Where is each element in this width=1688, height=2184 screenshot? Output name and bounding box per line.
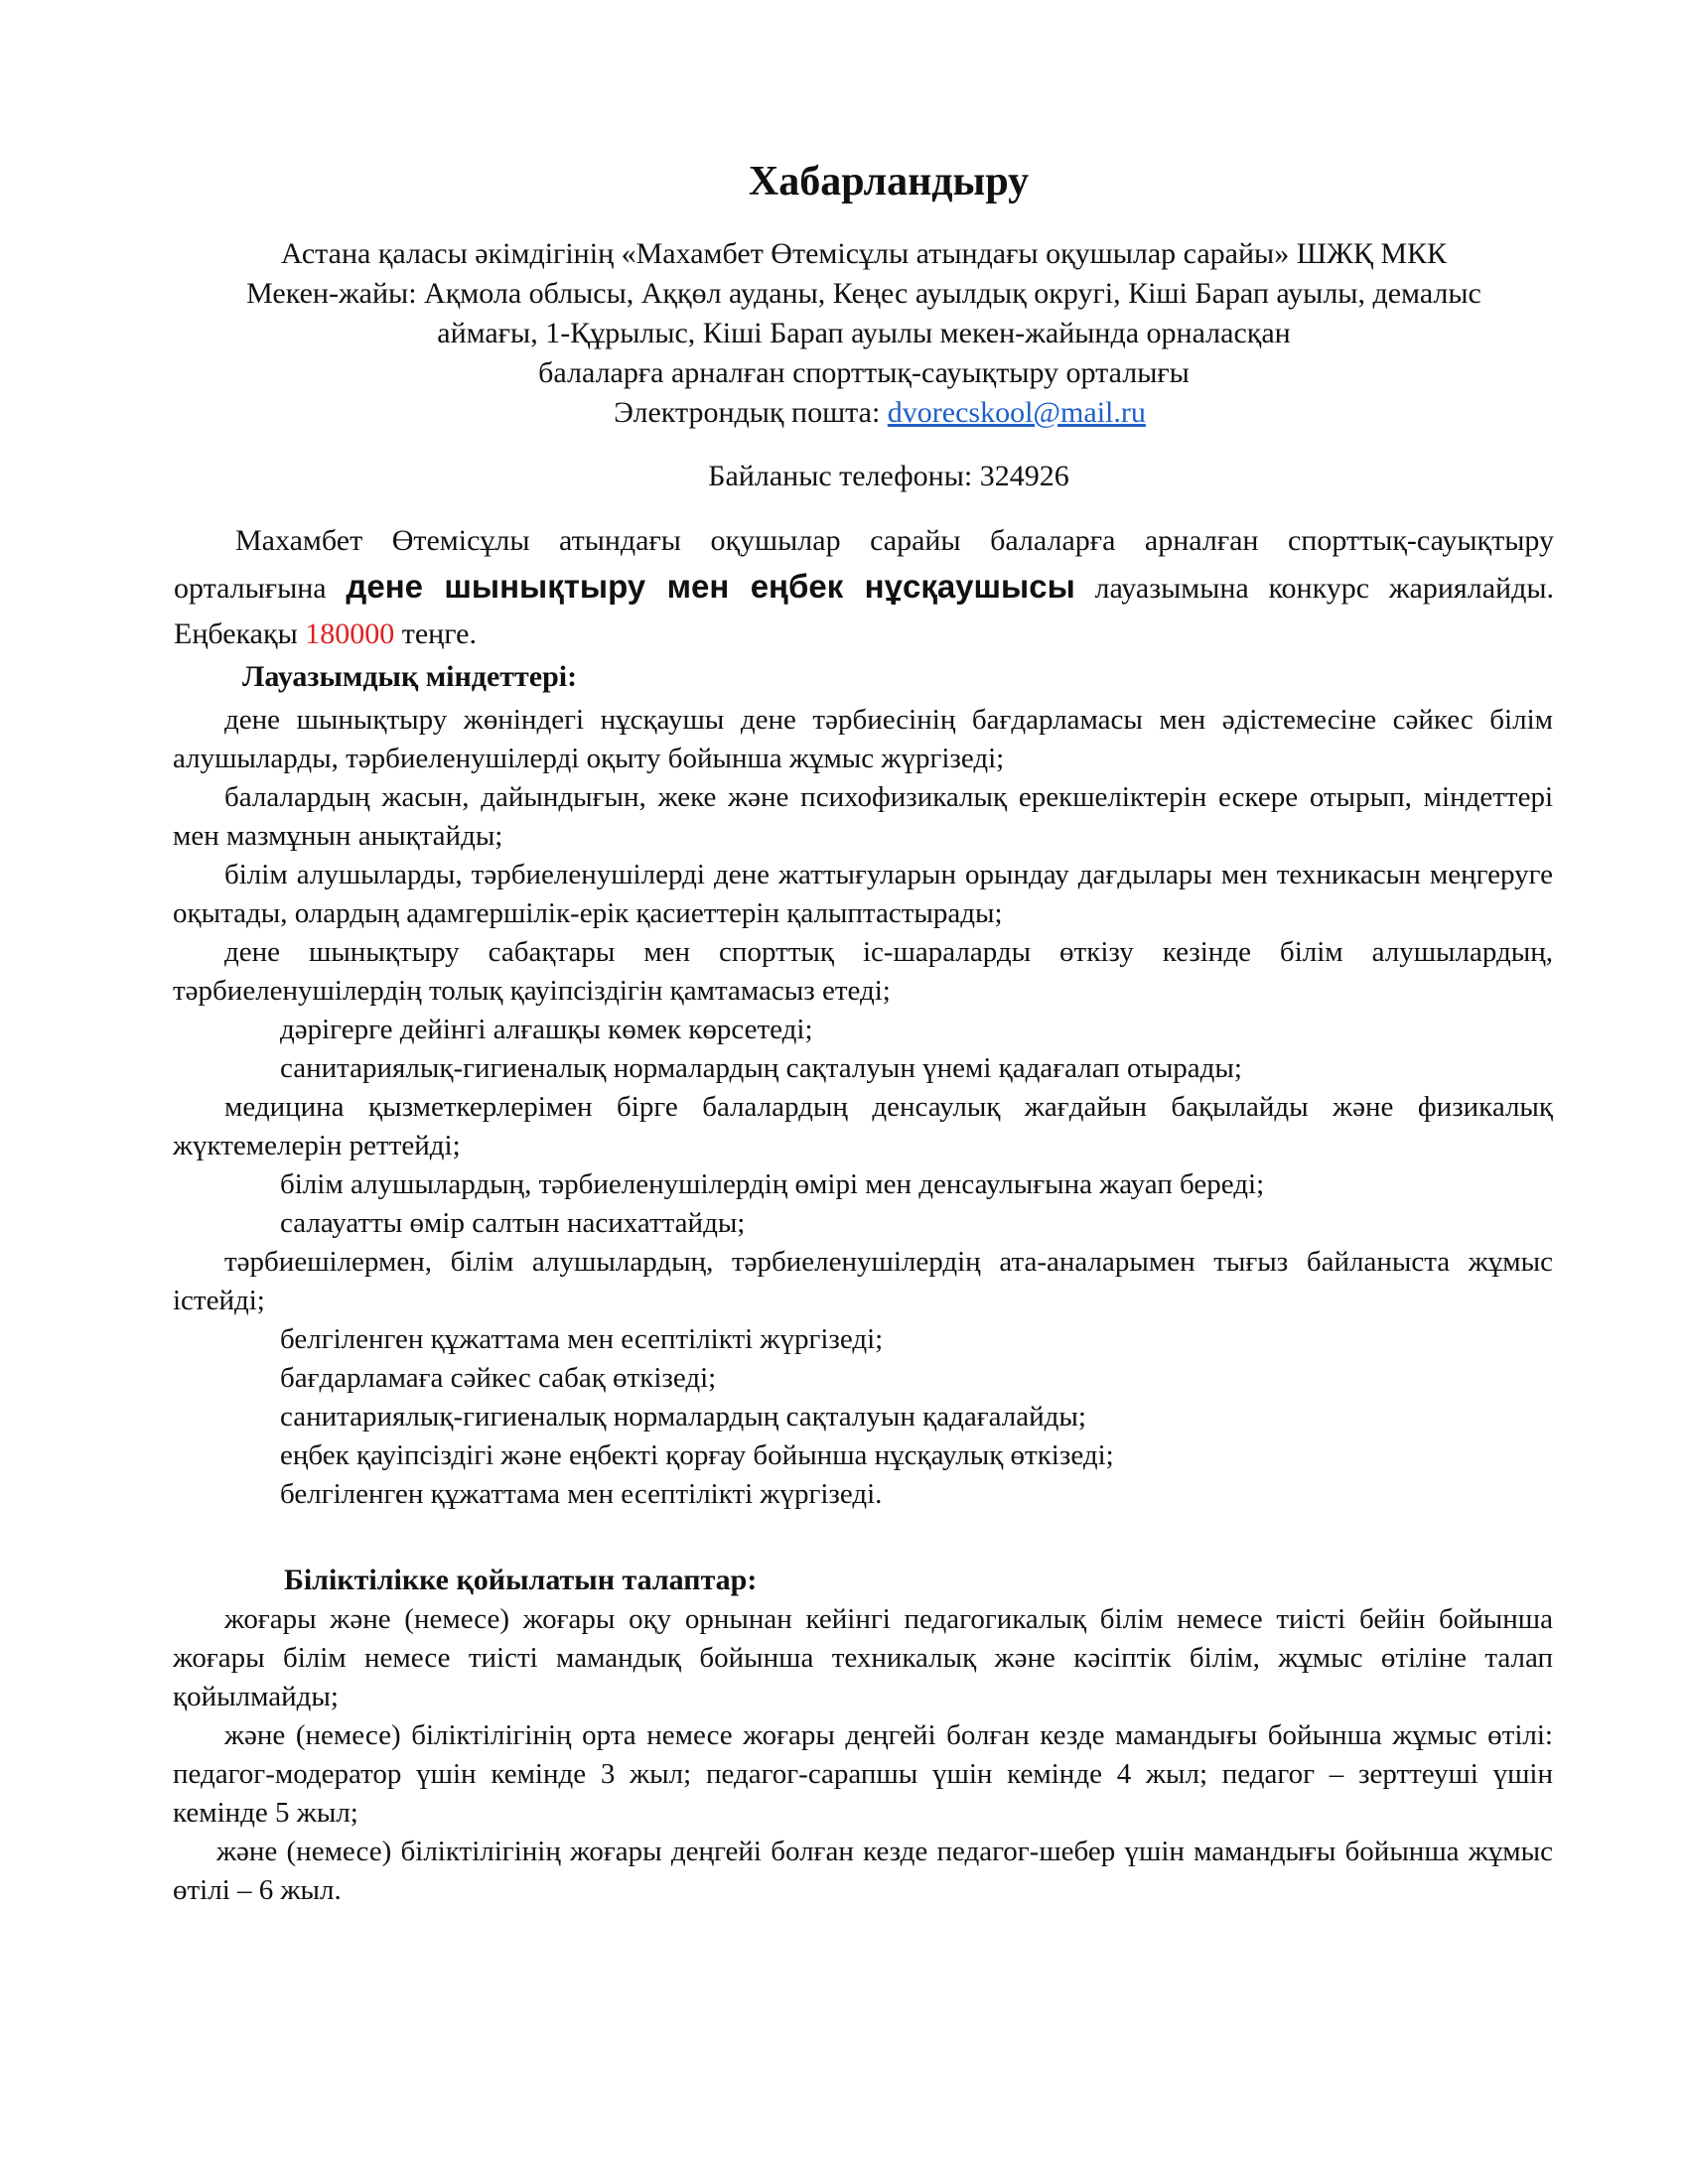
- duties-list: [173, 701, 1553, 1514]
- requirements-list: [173, 1600, 1553, 1910]
- center-name: балаларға арналған спорттық-сауықтыру орталығы: [538, 356, 1190, 389]
- list-item: бағдарламаға сәйкес сабақ өткізеді;: [280, 1362, 717, 1394]
- list-item: балалардың жасын, дайындығын, жеке және психофизикалық ерекшеліктерін ескере отырып, міндеттері мен мазмұнын анықтайды;: [173, 781, 1553, 852]
- list-item: санитариялық-гигиеналық нормалардың сақталуын үнемі қадағалап отырады;: [280, 1052, 1242, 1084]
- list-item: білім алушылардың, тәрбиеленушілердің өмірі мен денсаулығына жауап береді;: [280, 1168, 1265, 1200]
- intro-text-1: Махамбет Өтемісұлы атындағы оқушылар сарайы балаларға арналған спорттық-сауықтыру орталығына: [174, 524, 1554, 605]
- page-title: Хабарландыру: [748, 159, 1030, 205]
- list-item: жоғары және (немесе) жоғары оқу орнынан кейінгі педагогикалық білім немесе тиісті бейін бойынша жоғары білім немесе тиісті мамандық бойынша техникалық және кәсіптік білім, жұмыс өтіліне талап қойылмайды;: [173, 1603, 1553, 1712]
- list-item: дене шынықтыру жөніндегі нұсқаушы дене тәрбиесінің бағдарламасы мен әдістемесіне сәйкес білім алушыларды, тәрбиеленушілерді оқыту бойынша жұмыс жүргізеді;: [173, 704, 1553, 774]
- list-item: белгіленген құжаттама мен есептілікті жүргізеді;: [280, 1323, 884, 1355]
- list-item: және (немесе) біліктілігінің жоғары деңгейі болған кезде педагог-шебер үшін мамандығы бойынша жұмыс өтілі – 6 жыл.: [173, 1836, 1553, 1906]
- intro-paragraph: [174, 518, 1554, 657]
- list-item: тәрбиешілермен, білім алушылардың, тәрбиеленушілердің ата-аналарымен тығыз байланыста жұмыс істейді;: [173, 1246, 1553, 1316]
- address-line-2: аймағы, 1-Құрылыс, Кіші Барап ауылы мекен-жайында орналасқан: [437, 317, 1291, 349]
- list-item: және (немесе) біліктілігінің орта немесе жоғары деңгейі болған кезде мамандығы бойынша жұмыс өтілі: педагог-модератор үшін кемінде 3 жыл; педагог-сарапшы үшін кемінде 4 жыл; педагог – зерттеуші үшін кемінде 5 жыл;: [173, 1719, 1553, 1829]
- phone-line: Байланыс телефоны: 324926: [708, 460, 1069, 492]
- intro-text-3: теңге.: [394, 617, 477, 650]
- email-line: [174, 393, 1554, 433]
- email-link[interactable]: dvorecskool@mail.ru: [887, 396, 1146, 429]
- address-line-1: Мекен-жайы: Ақмола облысы, Аққөл ауданы, Кеңес ауылдық округі, Кіші Барап ауылы, демалыс: [246, 277, 1481, 310]
- list-item: салауатты өмір салтын насихаттайды;: [280, 1207, 746, 1239]
- list-item: білім алушыларды, тәрбиеленушілерді дене жаттығуларын орындау дағдылары мен техникасын меңгеруге оқытады, олардың адамгершілік-ерік қасиеттерін қалыптастырады;: [173, 859, 1553, 929]
- position-title: дене шынықтыру мен еңбек нұсқаушысы: [346, 568, 1075, 605]
- duties-heading: Лауазымдық міндеттері:: [242, 660, 578, 693]
- list-item: дене шынықтыру сабақтары мен спорттық іс-шараларды өткізу кезінде білім алушылардың, тәрбиеленушілердің толық қауіпсіздігін қамтамасыз етеді;: [173, 936, 1553, 1007]
- list-item: медицина қызметкерлерімен бірге балалардың денсаулық жағдайын бақылайды және физикалық жүктемелерін реттейді;: [173, 1091, 1553, 1161]
- list-item: белгіленген құжаттама мен есептілікті жүргізеді.: [280, 1478, 883, 1510]
- document-header: [174, 234, 1554, 433]
- email-label: Электрондық пошта:: [614, 396, 888, 429]
- list-item: еңбек қауіпсіздігі және еңбекті қорғау бойынша нұсқаулық өткізеді;: [280, 1439, 1114, 1471]
- organization-name: Астана қаласы әкімдігінің «Махамбет Өтемісұлы атындағы оқушылар сарайы» ШЖҚ МКК: [280, 237, 1448, 270]
- intro-text-2: лауазымына конкурс жариялайды. Еңбекақы: [174, 572, 1554, 650]
- requirements-heading: Біліктілікке қойылатын талаптар:: [284, 1564, 758, 1596]
- list-item: санитариялық-гигиеналық нормалардың сақталуын қадағалайды;: [280, 1401, 1086, 1433]
- list-item: дәрігерге дейінгі алғашқы көмек көрсетеді;: [280, 1014, 813, 1045]
- salary-amount: 180000: [305, 617, 395, 650]
